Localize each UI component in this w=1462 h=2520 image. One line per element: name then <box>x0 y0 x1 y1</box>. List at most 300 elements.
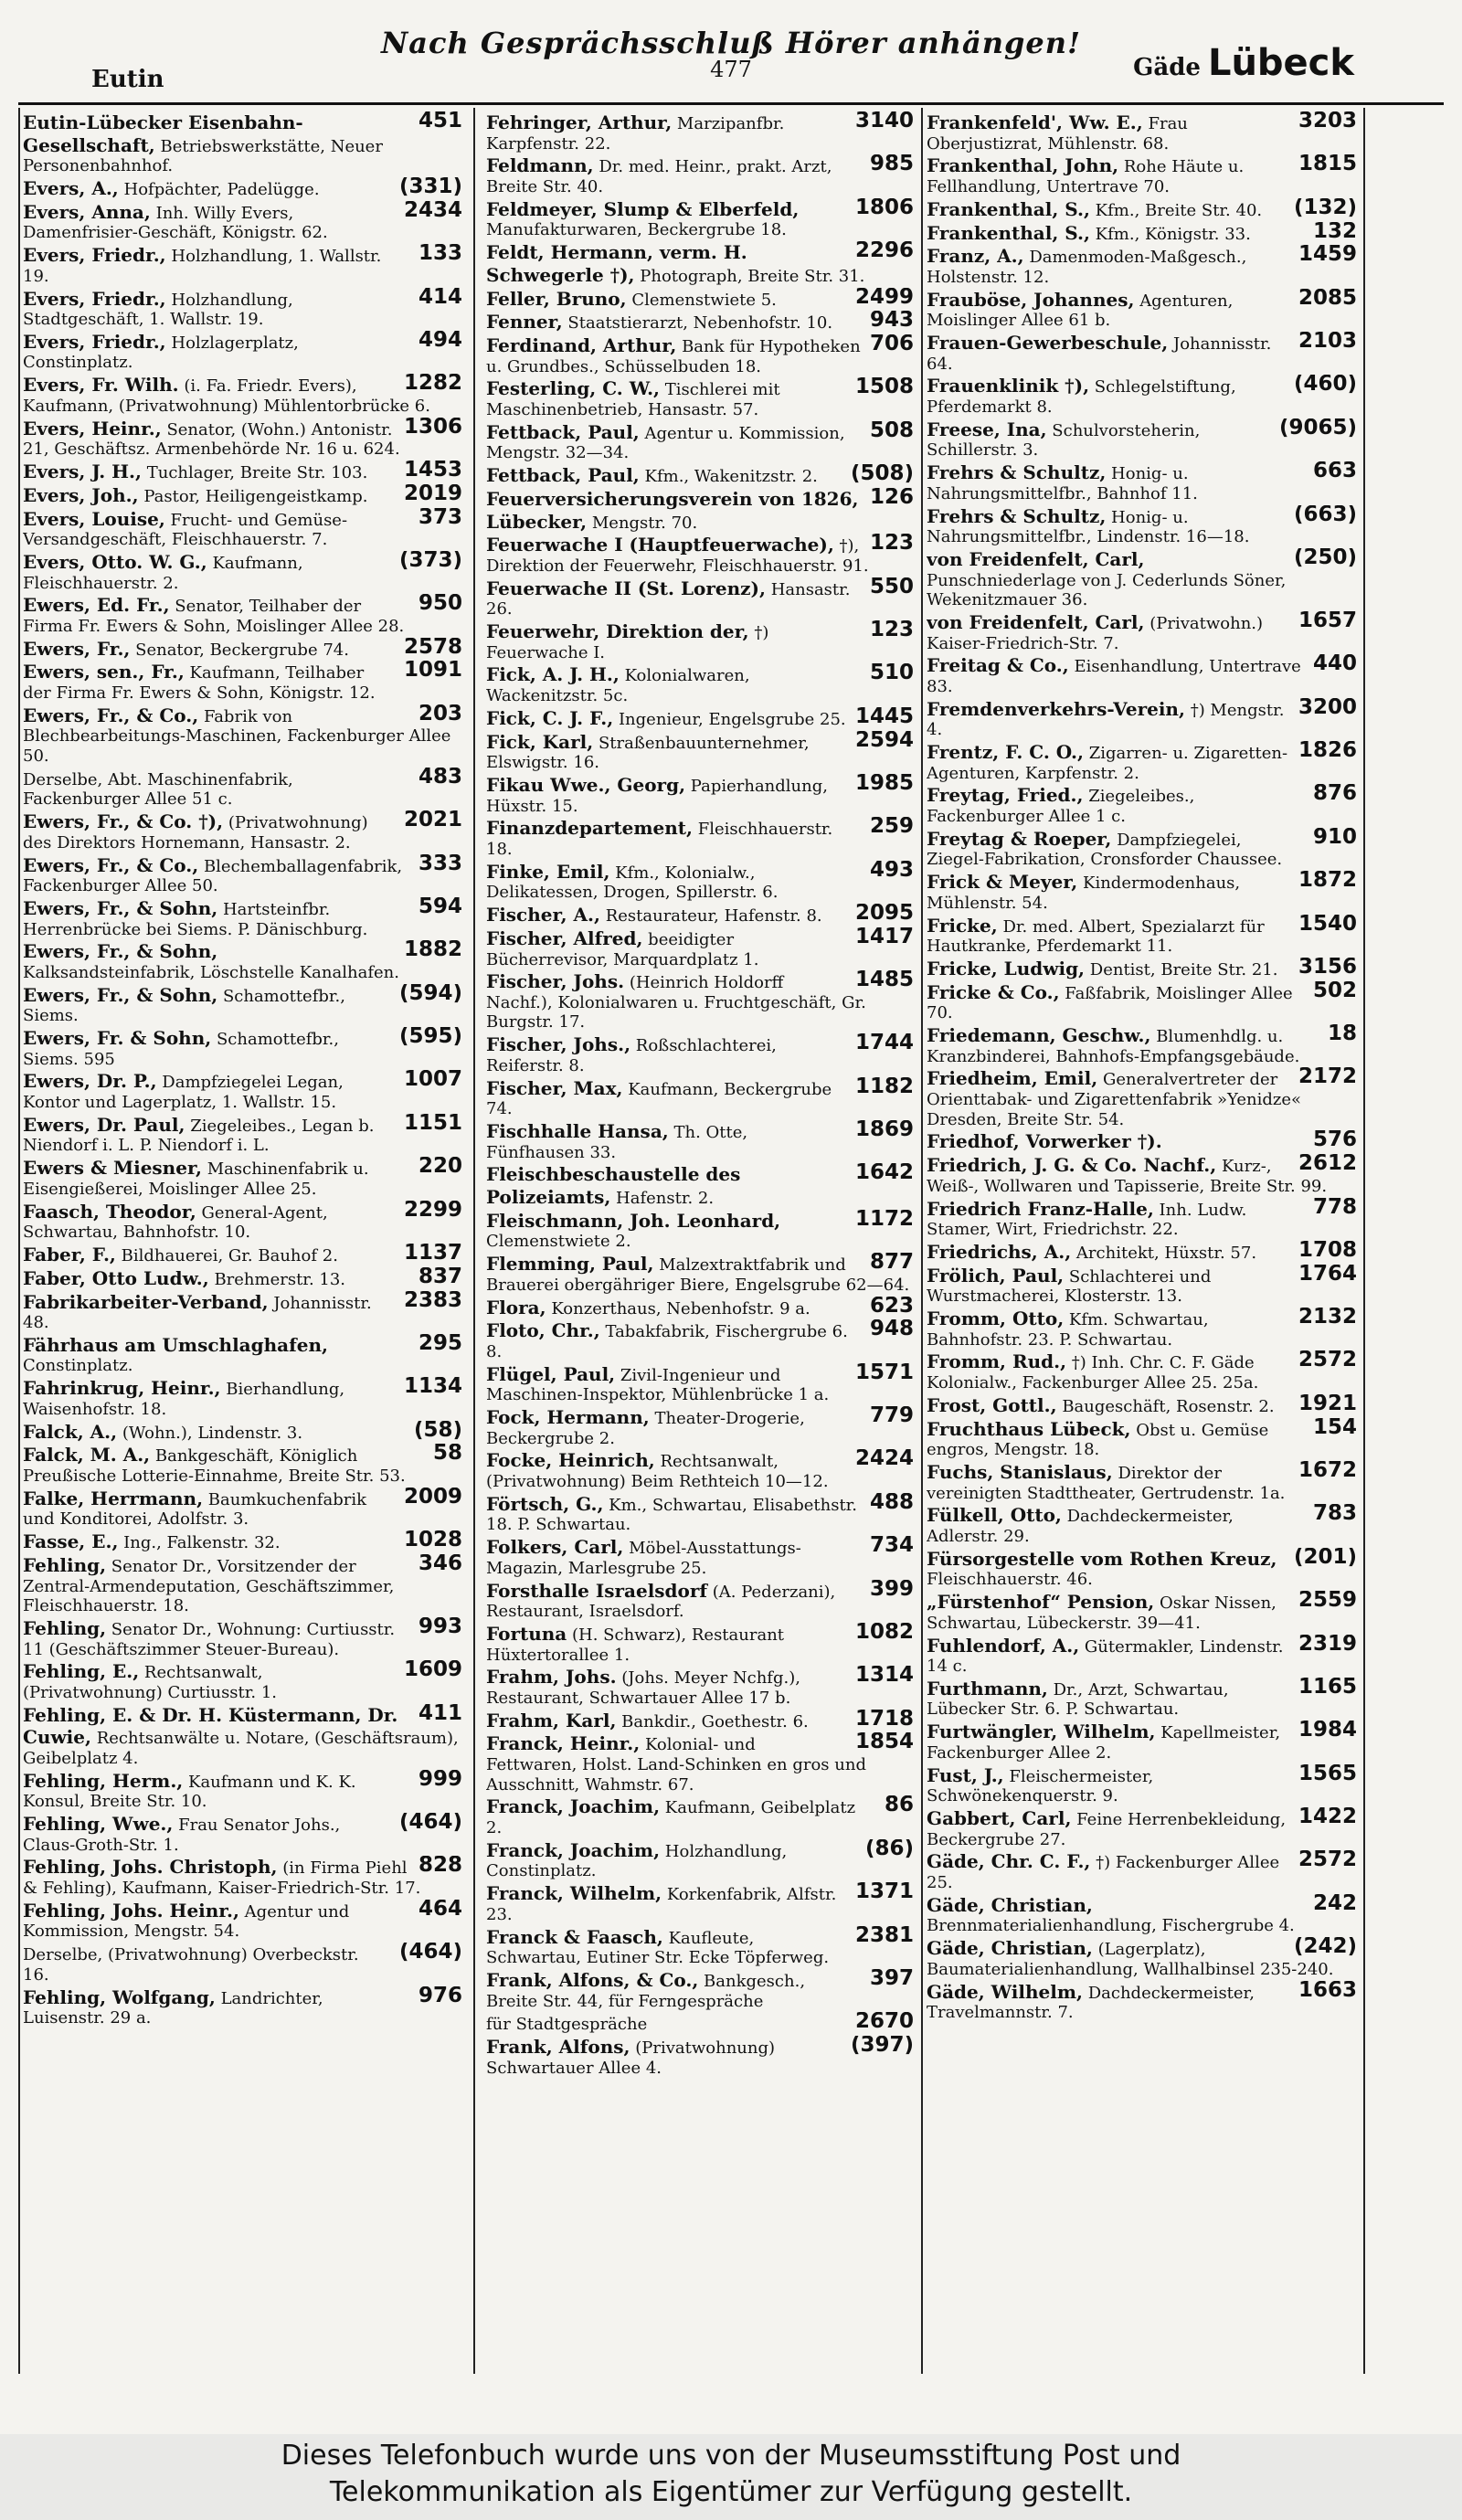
subscriber-name: Evers, J. H., <box>23 461 142 482</box>
subscriber-details: (Privatwohnung) Schwartauer Allee 4. <box>486 2038 776 2078</box>
directory-entry <box>23 1421 466 1444</box>
subscriber-name: Freese, Ina, <box>927 418 1047 440</box>
subscriber-name: Feuerwache II (St. Lorenz), <box>486 577 766 599</box>
directory-entry <box>486 817 917 859</box>
subscriber-name: Furthmann, <box>927 1677 1048 1699</box>
phone-number: 2019 <box>400 484 462 503</box>
subscriber-name: Frentz, F. C. O., <box>927 741 1084 764</box>
phone-number: 1744 <box>852 1033 914 1053</box>
right-guide-small: Gäde <box>1133 54 1201 81</box>
phone-number: 778 <box>1309 1198 1357 1217</box>
subscriber-details: Dr. med. Albert, Spezialarzt für Hautkranke, Pferdemarkt 11. <box>927 916 1265 957</box>
phone-number: 1869 <box>852 1120 914 1139</box>
directory-entry <box>486 904 917 926</box>
subscriber-name: Ewers, Fr., & Co., <box>23 853 199 876</box>
directory-entry <box>486 1623 917 1665</box>
phone-number: (331) <box>396 177 462 196</box>
subscriber-details: Senator, Beckergrube 74. <box>135 640 349 660</box>
subscriber-details: Bank für Hypotheken u. Grundbes., Schüsselbuden 18. <box>486 337 861 376</box>
directory-entry <box>927 1461 1361 1503</box>
subscriber-name: Furtwängler, Wilhelm, <box>927 1721 1156 1743</box>
directory-entry <box>486 1969 917 2011</box>
directory-entry <box>486 1839 917 1881</box>
directory-entry <box>23 897 466 939</box>
subscriber-name: Ewers, Fr., <box>23 637 131 660</box>
phone-number: 18 <box>1324 1024 1357 1043</box>
directory-entry <box>23 594 466 636</box>
directory-entry <box>927 418 1361 461</box>
directory-entry <box>23 940 466 982</box>
subscriber-details: Kolonial- und Fettwaren, Holst. Land-Schinken en gros und Ausschnitt, Wahmstr. 67. <box>486 1735 866 1795</box>
subscriber-details: Oskar Nissen, Schwartau, Lübeckerstr. 39—41. <box>927 1594 1277 1633</box>
subscriber-name: Fehling, <box>23 1553 107 1576</box>
subscriber-name: Evers, Friedr., <box>23 287 166 310</box>
directory-entry <box>23 461 466 483</box>
subscriber-name: Faber, F., <box>23 1243 116 1265</box>
phone-number: (464) <box>396 1943 462 1962</box>
subscriber-details: Kfm., Kolonialw., Delikatessen, Drogen, Spillerstr. 6. <box>486 863 779 903</box>
subscriber-name: Evers, Otto. W. G., <box>23 550 207 573</box>
phone-number: 58 <box>429 1444 462 1463</box>
directory-entry <box>23 331 466 373</box>
directory-entry <box>23 768 466 810</box>
directory-entry <box>23 1617 466 1659</box>
directory-entry <box>927 1265 1361 1307</box>
subscriber-name: Fock, Hermann, <box>486 1406 650 1429</box>
directory-entry <box>486 663 917 705</box>
phone-number: 876 <box>1309 784 1357 803</box>
subscriber-name: Franck & Faasch, <box>486 1925 663 1948</box>
phone-number: 1565 <box>1295 1764 1357 1784</box>
subscriber-name: Evers, Heinr., <box>23 417 162 439</box>
subscriber-name: Evers, Fr. Wilh. <box>23 374 179 397</box>
subscriber-details: Kaufmann, Fleischhauerstr. 2. <box>23 553 303 593</box>
directory-entry <box>486 1580 917 1622</box>
phone-number: 663 <box>1309 461 1357 481</box>
directory-entry <box>486 1536 917 1578</box>
subscriber-name: Fick, C. J. F., <box>486 706 614 729</box>
subscriber-name: Fehling, Johs. Christoph, <box>23 1856 278 1879</box>
subscriber-details: General-Agent, Schwartau, Bahnhofstr. 10. <box>23 1202 328 1243</box>
subscriber-details: Photograph, Breite Str. 31. <box>640 266 865 286</box>
directory-entry <box>927 245 1361 287</box>
subscriber-details: Derselbe, (Privatwohnung) Overbeckstr. 16. <box>23 1945 359 1985</box>
phone-number: 2103 <box>1295 332 1357 351</box>
directory-entry <box>486 1882 917 1924</box>
directory-entry <box>927 461 1361 503</box>
directory-entry <box>927 1350 1361 1392</box>
phone-number: 242 <box>1309 1894 1357 1913</box>
directory-entry <box>927 1418 1361 1460</box>
phone-number: 1134 <box>400 1377 462 1396</box>
directory-entry <box>927 1198 1361 1240</box>
phone-number: 1984 <box>1295 1721 1357 1740</box>
phone-number: 2434 <box>400 201 462 220</box>
directory-entry <box>927 1591 1361 1633</box>
phone-number: 734 <box>866 1536 914 1555</box>
subscriber-name: Fischer, Johs., <box>486 1033 631 1056</box>
subscriber-name: Frehrs & Schultz, <box>927 504 1107 527</box>
directory-entry <box>927 375 1361 417</box>
subscriber-name: Fischer, Alfred, <box>486 926 643 949</box>
directory-entry <box>23 1856 466 1898</box>
directory-entry <box>927 1024 1361 1066</box>
subscriber-details: Senator, (Wohn.) Antonistr. 21, Geschäftsz. Armenbehörde Nr. 16 u. 624. <box>23 419 400 460</box>
directory-entry <box>486 970 917 1032</box>
subscriber-details: Staatstierarzt, Nebenhofstr. 10. <box>567 313 833 334</box>
phone-number: 1282 <box>400 374 462 393</box>
subscriber-name: Falke, Herrmann, <box>23 1487 204 1509</box>
subscriber-details: Gütermakler, Lindenstr. 14 c. <box>927 1636 1284 1677</box>
subscriber-details: Blumenhdlg. u. Kranzbinderei, Bahnhofs-Empfangsgebäude. <box>927 1027 1300 1066</box>
subscriber-details: Restaurateur, Hafenstr. 8. <box>605 906 822 926</box>
directory-entry <box>486 334 917 376</box>
subscriber-name: Forsthalle Israelsdorf <box>486 1579 708 1602</box>
directory-entry <box>23 1770 466 1812</box>
subscriber-details: Schlegelstiftung, Pferdemarkt 8. <box>927 377 1236 418</box>
directory-entry <box>927 1635 1361 1677</box>
directory-entry <box>486 1493 917 1535</box>
directory-entry <box>23 1201 466 1243</box>
subscriber-name: von Freidenfelt, Carl, <box>927 547 1145 570</box>
phone-number: 1764 <box>1295 1265 1357 1284</box>
directory-entry <box>927 1308 1361 1350</box>
directory-entry <box>486 1449 917 1491</box>
subscriber-details: Holzhandlung, Constinplatz. <box>486 1841 788 1881</box>
subscriber-name: Franz, A., <box>927 245 1024 268</box>
phone-number: (86) <box>862 1839 914 1858</box>
phone-number: 397 <box>866 1969 914 1988</box>
phone-number: 1306 <box>400 418 462 437</box>
subscriber-details: Kfm., Wakenitzstr. 2. <box>644 467 818 487</box>
subscriber-name: Evers, Anna, <box>23 200 151 223</box>
subscriber-details: Dachdeckermeister, Adlerstr. 29. <box>927 1507 1234 1546</box>
directory-entry <box>927 828 1361 870</box>
subscriber-name: „Fürstenhof“ Pension, <box>927 1591 1155 1614</box>
directory-entry <box>486 464 917 487</box>
subscriber-name: Faasch, Theodor, <box>23 1200 196 1223</box>
subscriber-details: (Johs. Meyer Nchfg.), Restaurant, Schwartauer Allee 17 b. <box>486 1668 800 1708</box>
directory-entry <box>486 1666 917 1708</box>
directory-entry <box>23 1530 466 1553</box>
phone-number: 1314 <box>852 1666 914 1685</box>
directory-entry <box>486 1795 917 1837</box>
subscriber-details: (Heinrich Holdorff Nachf.), Kolonialwaren u. Fruchtgeschäft, Gr. Burgstr. 17. <box>486 973 866 1032</box>
directory-entry <box>486 2012 917 2035</box>
phone-number: 1459 <box>1295 245 1357 264</box>
directory-entry <box>23 1488 466 1530</box>
subscriber-details: Johannisstr. 48. <box>23 1293 372 1333</box>
directory-entry <box>927 154 1361 196</box>
subscriber-details: Kaufmann, Beckergrube 74. <box>486 1079 832 1119</box>
subscriber-details: Frau Oberjustizrat, Mühlenstr. 68. <box>927 114 1188 154</box>
directory-entry <box>23 1704 466 1769</box>
subscriber-details: Kaufmann, Teilhaber der Firma Fr. Ewers & Sohn, Königstr. 12. <box>23 663 376 704</box>
phone-number: 999 <box>415 1770 462 1789</box>
directory-entry <box>927 654 1361 696</box>
subscriber-name: Fürsorgestelle vom Rothen Kreuz, <box>927 1547 1277 1570</box>
subscriber-details: †), Direktion der Feuerwehr, Fleischhauerstr. 91. <box>486 536 869 576</box>
subscriber-details: Kfm., Breite Str. 40. <box>1095 200 1263 220</box>
directory-entry <box>486 861 917 903</box>
directory-entry <box>927 981 1361 1023</box>
directory-entry <box>23 1244 466 1266</box>
subscriber-name: Fuhlendorf, A., <box>927 1634 1080 1657</box>
subscriber-name: Fruchthaus Lübeck, <box>927 1417 1131 1440</box>
subscriber-details: Hofpächter, Padelügge. <box>123 179 320 199</box>
directory-entry <box>486 288 917 311</box>
subscriber-details: Rohe Häute u. Fellhandlung, Untertrave 70. <box>927 157 1245 196</box>
subscriber-name: Fick, A. J. H., <box>486 663 620 686</box>
directory-entry <box>486 1297 917 1319</box>
subscriber-name: Fährhaus am Umschlaghafen, <box>23 1333 328 1356</box>
directory-entry <box>486 311 917 334</box>
subscriber-details: Senator Dr., Wohnung: Curtiusstr. 11 (Geschäftszimmer Steuer-Bureau). <box>23 1619 396 1659</box>
phone-number: 1672 <box>1295 1461 1357 1480</box>
subscriber-name: Fahrinkrug, Heinr., <box>23 1377 221 1400</box>
directory-entry <box>486 927 917 969</box>
phone-number: 1642 <box>852 1163 914 1182</box>
directory-entry <box>927 915 1361 957</box>
directory-entry <box>927 1721 1361 1763</box>
subscriber-name: Fabrikarbeiter-Verband, <box>23 1290 269 1313</box>
directory-entry <box>927 1678 1361 1720</box>
subscriber-details: Straßenbauunternehmer, Elswigstr. 16. <box>486 733 810 773</box>
subscriber-details: Blechemballagenfabrik, Fackenburger Allee 50. <box>23 856 403 896</box>
directory-entry <box>23 201 466 243</box>
subscriber-details: Honig- u. Nahrungsmittelfbr., Bahnhof 11. <box>927 464 1198 503</box>
directory-entry <box>23 288 466 330</box>
subscriber-name: Feuerwehr, Direktion der, <box>486 620 749 643</box>
subscriber-name: Fehling, Herm., <box>23 1769 184 1792</box>
phone-number: 1445 <box>852 707 914 726</box>
subscriber-name: Friedheim, Emil, <box>927 1067 1098 1090</box>
directory-entry <box>486 111 917 154</box>
directory-entry <box>486 198 917 240</box>
subscriber-name: Evers, Louise, <box>23 507 165 530</box>
directory-entry <box>23 1377 466 1419</box>
subscriber-name: Focke, Heinrich, <box>486 1449 655 1472</box>
phone-number: 2559 <box>1295 1591 1357 1610</box>
phone-number: 1921 <box>1295 1394 1357 1414</box>
subscriber-name: Fülkell, Otto, <box>927 1504 1062 1527</box>
phone-number: 493 <box>866 861 914 880</box>
phone-number: 1182 <box>852 1077 914 1096</box>
subscriber-name: Frehrs & Schultz, <box>927 461 1107 484</box>
directory-entry <box>927 505 1361 547</box>
directory-entry <box>486 1033 917 1075</box>
phone-number: 1371 <box>852 1882 914 1901</box>
phone-number: 483 <box>415 768 462 787</box>
phone-number: 2172 <box>1295 1067 1357 1086</box>
subscriber-details: beeidigter Bücherrevisor, Marquardplatz 1. <box>486 929 759 969</box>
subscriber-name: Fleischbeschaustelle des Polizeiamts, <box>486 1163 741 1208</box>
subscriber-name: Fenner, <box>486 311 563 334</box>
phone-number: 1485 <box>852 970 914 990</box>
subscriber-details: Rechtsanwalt, (Privatwohnung) Beim Rethteich 10—12. <box>486 1452 829 1491</box>
subscriber-name: Faber, Otto Ludw., <box>23 1266 209 1289</box>
phone-number: 837 <box>415 1267 462 1286</box>
subscriber-name: Friedrichs, A., <box>927 1240 1072 1263</box>
subscriber-name: Gäde, Wilhelm, <box>927 1980 1083 2003</box>
phone-number: 1985 <box>852 774 914 793</box>
subscriber-name: Ewers, Fr., & Sohn, <box>23 983 218 1006</box>
phone-number: 259 <box>866 817 914 836</box>
phone-number: 1872 <box>1295 871 1357 890</box>
subscriber-details: Kaufmann und K. K. Konsul, Breite Str. 10. <box>23 1772 356 1812</box>
directory-entry <box>927 198 1361 221</box>
subscriber-details: Korkenfabrik, Alfstr. 23. <box>486 1885 837 1924</box>
subscriber-details: Inh. Ludw. Stamer, Wirt, Friedrichstr. 22. <box>927 1200 1247 1240</box>
phone-number: 510 <box>866 663 914 683</box>
subscriber-name: Evers, Joh., <box>23 483 139 506</box>
subscriber-details: (Privatwohnung) des Direktors Hornemann, Hansastr. 2. <box>23 813 368 852</box>
phone-number: 2381 <box>852 1926 914 1945</box>
subscriber-details: Agentur und Kommission, Mengstr. 54. <box>23 1901 350 1942</box>
subscriber-details: Konzerthaus, Nebenhofstr. 9 a. <box>551 1298 810 1318</box>
phone-number: (397) <box>847 2036 914 2055</box>
subscriber-details: Kfm. Schwartau, Bahnhofstr. 23. P. Schwartau. <box>927 1310 1209 1350</box>
directory-entry <box>486 1319 917 1361</box>
subscriber-name: Feldmann, <box>486 154 594 177</box>
phone-number: 494 <box>415 331 462 350</box>
phone-number: 399 <box>866 1580 914 1599</box>
directory-entry <box>486 1926 917 1968</box>
subscriber-name: Fremdenverkehrs-Verein, <box>927 697 1185 720</box>
directory-entry <box>23 177 466 200</box>
phone-number: 706 <box>866 334 914 354</box>
directory-entry <box>927 1764 1361 1806</box>
phone-number: 86 <box>881 1795 914 1815</box>
subscriber-details: Dr., Arzt, Schwartau, Lübecker Str. 6. P. Schwartau. <box>927 1679 1229 1720</box>
directory-entry <box>23 810 466 852</box>
directory-entry <box>23 1334 466 1376</box>
subscriber-details: Ing., Falkenstr. 32. <box>123 1533 281 1553</box>
subscriber-details: Hafenstr. 2. <box>616 1188 715 1208</box>
subscriber-details: Rechtsanwalt, (Privatwohnung) Curtiusstr. 1. <box>23 1663 278 1702</box>
directory-entry <box>486 731 917 773</box>
directory-entry <box>23 1660 466 1702</box>
directory-entry <box>927 741 1361 783</box>
directory-entry <box>23 1554 466 1616</box>
subscriber-name: Falck, A., <box>23 1420 118 1443</box>
phone-number: 126 <box>866 488 914 507</box>
phone-number: 576 <box>1309 1130 1357 1149</box>
phone-number: 1571 <box>852 1363 914 1382</box>
subscriber-name: Feuerversicherungsverein von 1826, Lübecker, <box>486 487 859 533</box>
subscriber-details: Johannisstr. 64. <box>927 334 1272 374</box>
phone-number: 1091 <box>400 661 462 680</box>
footer-line-2: Telekommunikation als Eigentümer zur Verfügung gestellt. <box>329 2476 1133 2508</box>
subscriber-details: Constinplatz. <box>23 1356 133 1376</box>
subscriber-name: Fikau Wwe., Georg, <box>486 774 686 796</box>
column-divider <box>473 108 475 2374</box>
directory-entry <box>486 620 917 662</box>
phone-number: 440 <box>1309 654 1357 673</box>
archive-footer <box>0 2434 1462 2520</box>
subscriber-details: Mengstr. 70. <box>591 513 698 533</box>
phone-number: 220 <box>415 1157 462 1176</box>
subscriber-name: Gäde, Chr. C. F., <box>927 1850 1091 1873</box>
phone-number: 550 <box>866 577 914 597</box>
phone-number: 1826 <box>1295 741 1357 760</box>
subscriber-details: Hansastr. 26. <box>486 579 851 619</box>
phone-number: 1028 <box>400 1530 462 1550</box>
subscriber-name: Gäde, Christian, <box>927 1893 1093 1916</box>
phone-number: (250) <box>1290 548 1357 567</box>
directory-entry <box>486 1406 917 1448</box>
directory-entry <box>486 154 917 196</box>
subscriber-name: Ewers, Fr., & Co. †), <box>23 810 224 833</box>
subscriber-name: Frost, Gottl., <box>927 1393 1057 1416</box>
subscriber-details: Frucht- und Gemüse-Versandgeschäft, Fleischhauerstr. 7. <box>23 510 348 550</box>
column-divider <box>921 108 923 2374</box>
subscriber-name: Gabbert, Carl, <box>927 1807 1072 1829</box>
subscriber-name: Feldt, Hermann, verm. H. Schwegerle †), <box>486 241 747 286</box>
subscriber-details: Bildhauerei, Gr. Bauhof 2. <box>121 1245 338 1265</box>
subscriber-details: Th. Otte, Fünfhausen 33. <box>486 1123 748 1162</box>
directory-entry <box>23 704 466 767</box>
phone-number: 2132 <box>1295 1308 1357 1327</box>
subscriber-details: Kindermodenhaus, Mühlenstr. 54. <box>927 874 1241 913</box>
subscriber-details: Kfm., Königstr. 33. <box>1095 224 1251 244</box>
directory-entry <box>23 661 466 703</box>
directory-entry <box>927 1067 1361 1129</box>
subscriber-details: Dampfziegelei Legan, Kontor und Lagerplatz, 1. Wallstr. 15. <box>23 1073 344 1113</box>
phone-number: 1854 <box>852 1732 914 1752</box>
directory-entry <box>23 374 466 416</box>
phone-number: 2594 <box>852 731 914 750</box>
directory-entry <box>927 1894 1361 1936</box>
subscriber-details: Tischlerei mit Maschinenbetrieb, Hansastr. 57. <box>486 380 780 420</box>
subscriber-name: Frankenthal, John, <box>927 154 1119 177</box>
directory-entry <box>23 111 466 176</box>
phone-number: 943 <box>866 311 914 330</box>
directory-entry <box>23 1943 466 1985</box>
phone-number: 295 <box>415 1334 462 1353</box>
column-divider <box>1363 108 1365 2374</box>
subscriber-name: Fehringer, Arthur, <box>486 111 673 133</box>
subscriber-name: Fricke, Ludwig, <box>927 957 1086 979</box>
subscriber-name: Franck, Joachim, <box>486 1795 661 1818</box>
directory-entry <box>23 854 466 896</box>
phone-number: 3200 <box>1295 698 1357 717</box>
phone-number: (201) <box>1290 1548 1357 1567</box>
phone-number: 1718 <box>852 1710 914 1729</box>
subscriber-name: Fricke, <box>927 914 998 937</box>
phone-number: 2578 <box>400 638 462 657</box>
directory-entry <box>927 1504 1361 1546</box>
subscriber-details: (H. Schwarz), Restaurant Hüxtertorallee 1. <box>486 1625 785 1665</box>
subscriber-name: Fehling, E. & Dr. H. Küstermann, Dr. Cuwie, <box>23 1703 398 1749</box>
subscriber-details: Senator, Teilhaber der Firma Fr. Ewers & Sohn, Moislinger Allee 28. <box>23 597 405 636</box>
directory-entry <box>927 111 1361 154</box>
directory-entry <box>23 1813 466 1855</box>
subscriber-name: Fettback, Paul, <box>486 420 640 443</box>
directory-entry <box>486 707 917 730</box>
subscriber-details: Dentist, Breite Str. 21. <box>1089 959 1278 979</box>
subscriber-details: Bierhandlung, Waisenhofstr. 18. <box>23 1380 345 1419</box>
directory-entry <box>23 484 466 507</box>
phone-number: 976 <box>415 1986 462 2006</box>
phone-number: 1172 <box>852 1210 914 1229</box>
directory-entry <box>23 1986 466 2028</box>
directory-entry <box>927 289 1361 331</box>
phone-number: 154 <box>1309 1418 1357 1437</box>
phone-number: (663) <box>1290 505 1357 524</box>
subscriber-name: Förtsch, G., <box>486 1492 604 1515</box>
subscriber-name: Franck, Heinr., <box>486 1732 641 1755</box>
